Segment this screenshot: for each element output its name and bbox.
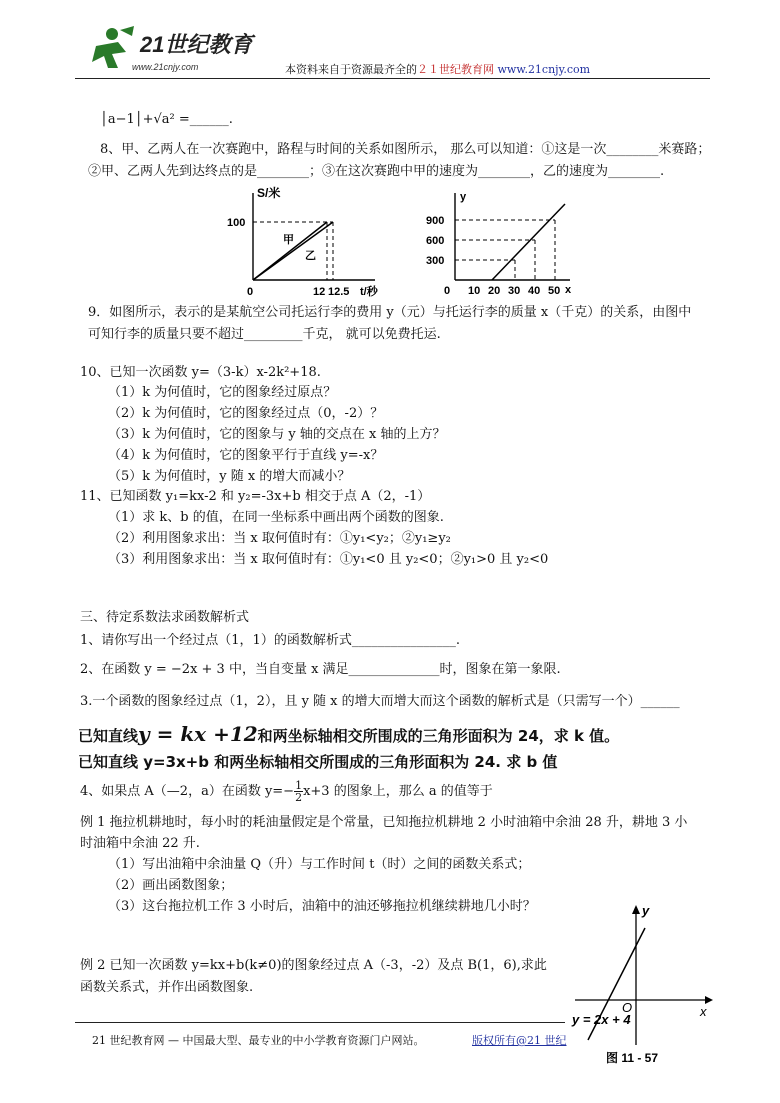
bold-problem-k-formula: y = kx +12 <box>138 722 258 746</box>
sec3-line-3: 3.一个函数的图象经过点（1，2），且 y 随 x 的增大而增大而这个函数的解析式是（只需写一个）______ <box>80 694 680 709</box>
bold-problem-b: 已知直线 y=3x+b 和两坐标轴相交所围成的三角形面积为 24. 求 b 值 <box>78 753 558 771</box>
footer-rule <box>75 1022 565 1023</box>
sec3-line-4-post: x+3 的图象上，那么 a 的值等于 <box>303 784 493 799</box>
y-arrow-icon <box>632 905 640 914</box>
q11-item-1: （1）求 k、b 的值，在同一坐标系中画出两个函数的图象. <box>108 510 444 525</box>
q10-item-4: （4）k 为何值时，它的图象平行于直线 y=-x？ <box>108 448 384 463</box>
runner-icon <box>92 26 134 68</box>
origin-label: O <box>622 1000 633 1015</box>
race-graph <box>225 185 385 300</box>
cost-line <box>492 204 565 280</box>
fraction-numerator: 1 <box>295 779 303 792</box>
q10-item-2: （2）k 为何值时，它的图象经过点（0，-2）？ <box>108 406 384 421</box>
label-yi: 乙 <box>305 250 316 262</box>
y-tick-900: 900 <box>426 215 445 227</box>
figure-caption: 图 11 - 57 <box>606 1051 659 1065</box>
q10-item-1: （1）k 为何值时，它的图象经过原点？ <box>108 385 337 400</box>
q11-item-3: （3）利用图象求出：当 x 取何值时有：①y₁<0 且 y₂<0；②y₁>0 且 y₂<0 <box>108 552 549 567</box>
sec3-line-2: 2、在函数 y = −2x + 3 中，当自变量 x 满足______________时，图象在第一象限. <box>80 662 561 677</box>
fraction-half <box>294 780 303 803</box>
x-tick-0: 0 <box>247 286 254 298</box>
site-logo <box>82 22 262 78</box>
x-axis-label: t/秒 <box>360 286 378 298</box>
y-tick-600: 600 <box>426 235 445 247</box>
ex1-line2: 时油箱中余油 22 升. <box>80 836 200 851</box>
x-axis-label: x <box>700 1004 707 1019</box>
label-jia: 甲 <box>283 234 294 246</box>
ex1-item-2: （2）画出函数图象； <box>108 878 234 893</box>
ex1-item-1: （1）写出油箱中余油量 Q（升）与工作时间 t（时）之间的函数关系式； <box>108 857 531 872</box>
x-arrow-icon <box>705 996 713 1004</box>
y-tick-300: 300 <box>426 255 445 267</box>
q10-title: 10、已知一次函数 y=（3-k）x-2k²+18. <box>80 365 321 380</box>
ex2-line1: 例 2 已知一次函数 y=kx+b(k≠0)的图象经过点 A（-3，-2）及点 B(1，6),求此 <box>80 958 547 973</box>
x-axis-label: x <box>565 284 572 296</box>
y-tick-100: 100 <box>227 217 246 229</box>
q9-line1: 9．如图所示，表示的是某航空公司托运行李的费用 y（元）与托运行李的质量 x（千克）的关系，由图中 <box>88 305 692 320</box>
header-note-brand[interactable]: ２１世纪教育网 <box>417 63 494 76</box>
sec3-line-4 <box>80 780 493 803</box>
header-note <box>285 62 590 78</box>
x-tick-50: 50 <box>548 285 561 297</box>
q11-item-2: （2）利用图象求出：当 x 取何值时有：①y₁<y₂；②y₁≥y₂ <box>108 531 451 546</box>
x-tick-0: 0 <box>444 285 451 297</box>
logo-url: www.21cnjy.com <box>132 62 199 72</box>
abs-question: │a−1│+√a² =______. <box>100 112 233 127</box>
sec3-line-1: 1、请你写出一个经过点（1，1）的函数解析式________________. <box>80 633 460 648</box>
ex1-line1: 例 1 拖拉机耕地时，每小时的耗油量假定是个常量，已知拖拉机耕地 2 小时油箱中余油 28 升，耕地 3 小 <box>80 815 688 830</box>
sec3-line-4-pre: 4、如果点 A（—2，a）在函数 y=− <box>80 784 295 799</box>
y-axis-label: y <box>642 903 650 918</box>
bold-problem-k-pre: 已知直线 <box>78 727 139 745</box>
footer-text: 21 世纪教育网 — 中国最大型、最专业的中小学教育资源门户网站。 <box>92 1034 425 1047</box>
x-tick-30: 30 <box>508 285 521 297</box>
luggage-graph <box>420 188 580 303</box>
ex2-line2: 函数关系式，并作出函数图象. <box>80 980 254 995</box>
q8-line1: 8、甲、乙两人在一次赛跑中，路程与时间的关系如图所示， 那么可以知道：①这是一次________米赛路； <box>100 142 711 157</box>
y-axis-label: y <box>460 191 467 203</box>
q10-item-5: （5）k 为何值时，y 随 x 的增大而减小？ <box>108 469 351 484</box>
logo-wordmark: 21世纪教育 <box>140 32 253 57</box>
q10-item-3: （3）k 为何值时，它的图象与 y 轴的交点在 x 轴的上方？ <box>108 427 446 442</box>
x-tick-10: 10 <box>468 285 481 297</box>
section-3-heading: 三、待定系数法求函数解析式 <box>80 610 250 625</box>
bold-problem-k-post: 和两坐标轴相交所围成的三角形面积为 24，求 k 值。 <box>257 727 620 745</box>
x-tick-12: 12 <box>313 286 326 298</box>
header-note-url[interactable]: www.21cnjy.com <box>497 63 591 76</box>
fraction-denominator: 2 <box>295 791 303 804</box>
header-note-prefix: 本资料来自于资源最齐全的 <box>285 63 417 76</box>
bold-problem-k <box>78 722 619 746</box>
x-tick-12-5: 12.5 <box>328 286 350 298</box>
x-tick-20: 20 <box>488 285 501 297</box>
linear-function-graph <box>570 900 720 1070</box>
q8-line2: ②甲、乙两人先到达终点的是________；③在这次赛跑中甲的速度为________，乙的速度为________. <box>88 164 665 179</box>
q9-line2: 可知行李的质量只要不超过_________千克， 就可以免费托运. <box>88 327 441 342</box>
line-equation-label: y = 2x + 4 <box>572 1012 631 1027</box>
header-rule <box>75 78 710 79</box>
footer-copyright-link[interactable]: 版权所有@21 世纪 <box>472 1034 567 1047</box>
line-yi <box>253 222 333 280</box>
y-axis-label: S/米 <box>257 186 281 200</box>
x-tick-40: 40 <box>528 285 541 297</box>
ex1-item-3: （3）这台拖拉机工作 3 小时后，油箱中的油还够拖拉机继续耕地几小时？ <box>108 899 536 914</box>
q11-title: 11、已知函数 y₁=kx-2 和 y₂=-3x+b 相交于点 A（2，-1） <box>80 489 431 504</box>
